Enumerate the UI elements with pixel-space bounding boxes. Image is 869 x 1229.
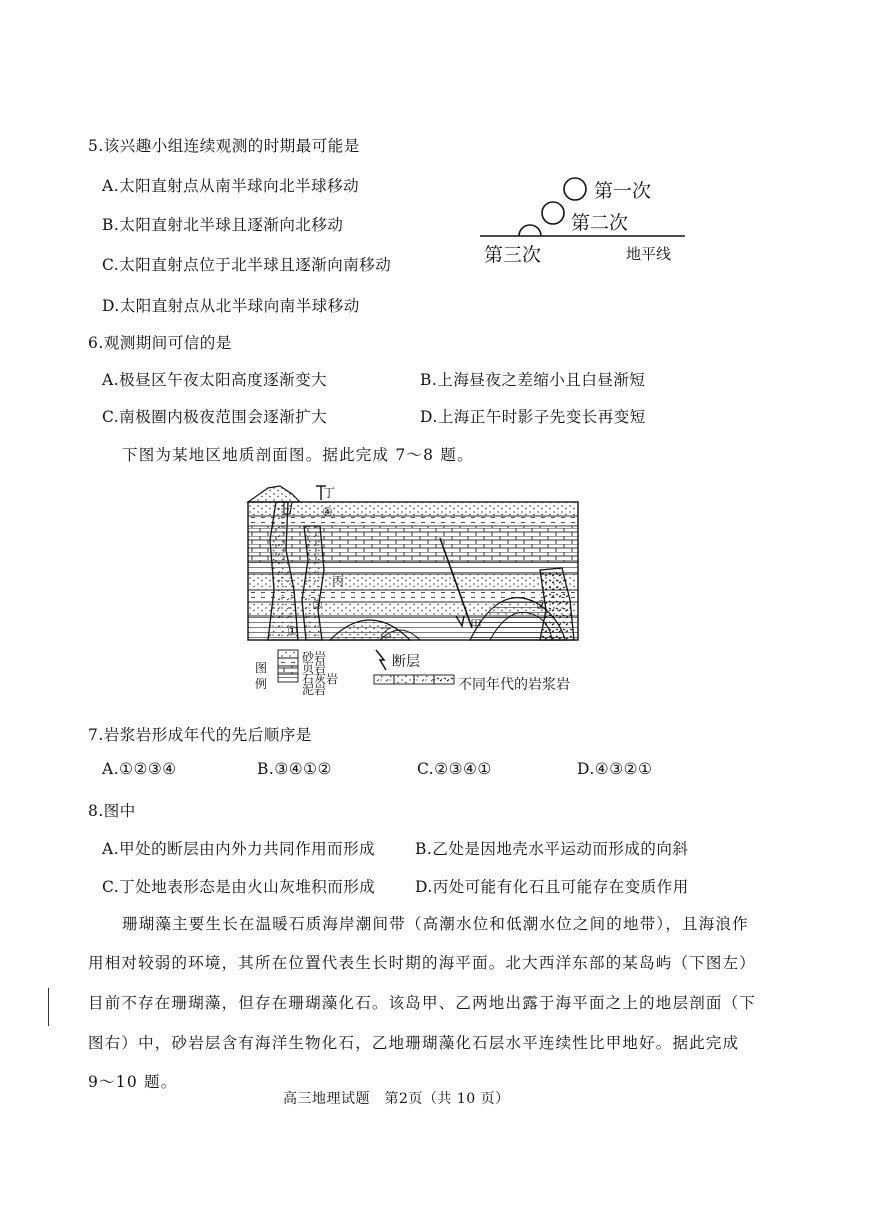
question-8-option-a: A.甲处的断层由内外力共同作用而形成 — [102, 840, 376, 858]
label-horizon: 地平线 — [626, 245, 672, 263]
passage-line-4: 图右）中，砂岩层含有海洋生物化石，乙地珊瑚藻化石层水平连续性比甲地好。据此完成 — [88, 1034, 740, 1052]
label-third-observation: 第三次 — [484, 244, 542, 266]
margin-mark — [48, 988, 49, 1026]
legend-shale: 页岩 — [302, 661, 327, 675]
question-7-option-b: B.③④①② — [257, 760, 332, 778]
question-5-option-b: B.太阳直射北半球且逐渐向北移动 — [102, 216, 344, 234]
passage-line-5: 9～10 题。 — [88, 1073, 178, 1091]
marker-3: ③ — [312, 598, 323, 612]
passage-line-1: 珊瑚藻主要生长在温暖石质海岸潮间带（高潮水位和低潮水位之间的地带），且海浪作 — [122, 915, 749, 933]
legend-mudstone: 泥岩 — [302, 683, 327, 697]
volcanic-cone — [248, 486, 300, 502]
marker-2: ② — [536, 598, 547, 612]
passage-line-2: 用相对较弱的环境，其所在位置代表生长时期的海平面。北大西洋东部的某岛屿（下图左） — [88, 954, 757, 972]
question-6-stem: 6.观测期间可信的是 — [88, 334, 232, 352]
marker-ding: 丁 — [323, 486, 336, 500]
question-7-option-c: C.②③④① — [417, 760, 492, 778]
legend-sandstone: 砂岩 — [302, 650, 327, 664]
marker-4: ④ — [322, 505, 333, 519]
marker-bing: 丙 — [332, 574, 345, 588]
label-second-observation: 第二次 — [571, 212, 629, 234]
legend-title-1: 图 — [255, 661, 268, 675]
legend-fault-symbol — [376, 650, 386, 670]
sun-third-observation — [519, 225, 541, 236]
question-6-option-d: D.上海正午时影子先变长再变短 — [420, 408, 646, 426]
question-7-option-a: A.①②③④ — [102, 760, 177, 778]
passage-line-3: 目前不存在珊瑚藻，但存在珊瑚藻化石。该岛甲、乙两地出露于海平面之上的地层剖面（下 — [88, 994, 757, 1012]
legend-limestone: 石灰岩 — [302, 672, 339, 686]
question-5-option-a: A.太阳直射点从南半球向北半球移动 — [102, 177, 360, 195]
question-5-option-d: D.太阳直射点从北半球向南半球移动 — [102, 297, 360, 315]
question-8-option-b: B.乙处是因地壳水平运动而形成的向斜 — [415, 840, 689, 858]
marker-jia: 甲 — [470, 618, 483, 632]
marker-yi: 乙 — [380, 626, 393, 640]
question-5-option-c: C.太阳直射点位于北半球且逐渐向南移动 — [102, 256, 392, 274]
legend-magma: 不同年代的岩浆岩 — [458, 677, 570, 693]
question-6-option-a: A.极昼区午夜太阳高度逐渐变大 — [102, 371, 328, 389]
geological-cross-section — [240, 480, 590, 705]
sun-first-observation — [564, 178, 586, 200]
question-5-stem: 5.该兴趣小组连续观测的时期最可能是 — [88, 137, 360, 155]
marker-1: ① — [287, 624, 298, 638]
question-8-stem: 8.图中 — [88, 802, 136, 820]
question-6-option-b: B.上海昼夜之差缩小且白昼渐短 — [420, 371, 646, 389]
page-footer: 高三地理试题 第2页（共 10 页） — [283, 1091, 510, 1107]
intro-questions-7-8: 下图为某地区地质剖面图。据此完成 7～8 题。 — [122, 446, 474, 464]
question-8-option-d: D.丙处可能有化石且可能存在变质作用 — [415, 878, 689, 896]
question-7-stem: 7.岩浆岩形成年代的先后顺序是 — [88, 726, 312, 744]
sun-second-observation — [542, 202, 564, 224]
question-8-option-c: C.丁处地表形态是由火山灰堆积而形成 — [102, 878, 376, 896]
question-6-option-c: C.南极圈内极夜范围会逐渐扩大 — [102, 408, 328, 426]
legend-title-2: 例 — [255, 677, 268, 691]
question-7-option-d: D.④③②① — [577, 760, 653, 778]
legend-fault: 断层 — [392, 654, 420, 670]
label-first-observation: 第一次 — [594, 180, 652, 202]
